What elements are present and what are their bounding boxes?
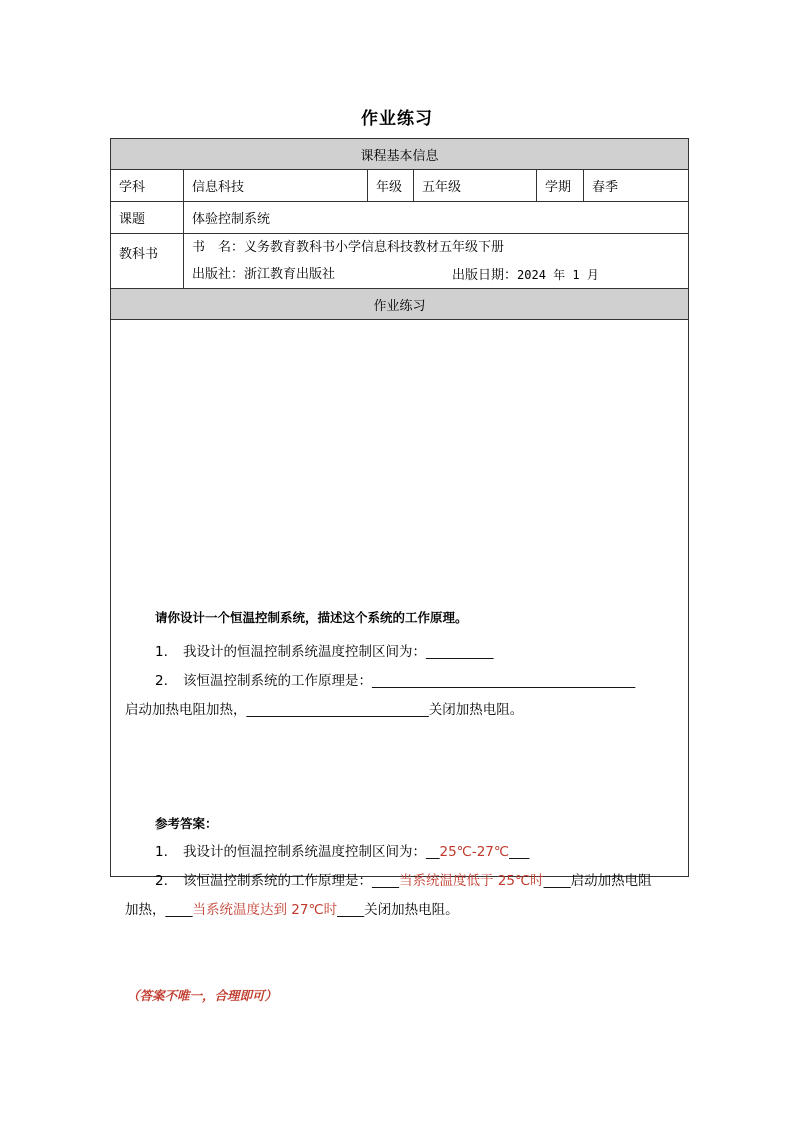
a2-mid: ____启动加热电阻	[543, 873, 652, 889]
a1-prefix: 我设计的恒温控制系统温度控制区间为：__	[183, 844, 440, 860]
publisher	[192, 262, 452, 288]
exercise-body	[111, 320, 689, 1003]
answer-label: 参考答案：	[155, 816, 218, 831]
term-label: 学期	[537, 170, 584, 202]
book-name-label: 书 名：	[192, 240, 245, 255]
answer-2-continued	[125, 898, 459, 918]
pub-date-value: 2024 年 1 月	[517, 268, 599, 282]
textbook-label: 教科书	[111, 234, 184, 289]
a1-suffix: ___	[509, 844, 530, 860]
question-intro: 请你设计一个恒温控制系统，描述这个系统的工作原理。	[155, 610, 468, 625]
publisher-line	[192, 262, 680, 288]
course-info-table	[110, 138, 689, 1003]
answer-2	[155, 869, 652, 889]
a2-prefix: 该恒温控制系统的工作原理是：____	[183, 873, 399, 889]
a1-number: 1.	[155, 844, 168, 860]
publisher-value: 浙江教育出版社	[244, 267, 336, 282]
book-name-value: 义务教育教科书小学信息科技教材五年级下册	[244, 240, 505, 255]
topic-label: 课题	[111, 202, 184, 234]
grade-value: 五年级	[414, 170, 537, 202]
q2-number: 2.	[155, 673, 168, 689]
publisher-label: 出版社：	[192, 267, 245, 282]
book-name-line	[192, 234, 680, 262]
q1-number: 1.	[155, 644, 168, 660]
term-value: 春季	[584, 170, 689, 202]
a1-answer: 25℃-27℃	[439, 844, 510, 860]
page-title: 作业练习	[361, 109, 433, 129]
subject-label: 学科	[111, 170, 184, 202]
answer-1	[155, 840, 529, 860]
a2-number: 2.	[155, 873, 168, 889]
basic-info-header: 课程基本信息	[111, 139, 689, 170]
question-1	[155, 640, 494, 660]
question-2	[155, 669, 635, 689]
exercise-header: 作业练习	[111, 289, 689, 320]
question-2-continued: 启动加热电阻加热，___________________________关闭加热电阻。	[125, 702, 524, 718]
a2-answer-2: 当系统温度达到 27℃时	[192, 902, 338, 918]
a2-cont-prefix: 加热，____	[125, 902, 193, 918]
q2-text: 该恒温控制系统的工作原理是：_______________________________________	[183, 673, 636, 689]
topic-value: 体验控制系统	[184, 202, 689, 234]
a2-answer-1: 当系统温度低于 25℃时	[399, 873, 544, 889]
textbook-info	[184, 234, 689, 289]
pub-date-label: 出版日期：	[452, 268, 518, 283]
answer-note: （答案不唯一，合理即可）	[127, 988, 278, 1003]
q1-text: 我设计的恒温控制系统温度控制区间为：__________	[183, 644, 494, 660]
subject-value: 信息科技	[184, 170, 368, 202]
grade-label: 年级	[368, 170, 414, 202]
pub-date	[452, 262, 599, 288]
a2-cont-suffix: ____关闭加热电阻。	[337, 902, 459, 918]
